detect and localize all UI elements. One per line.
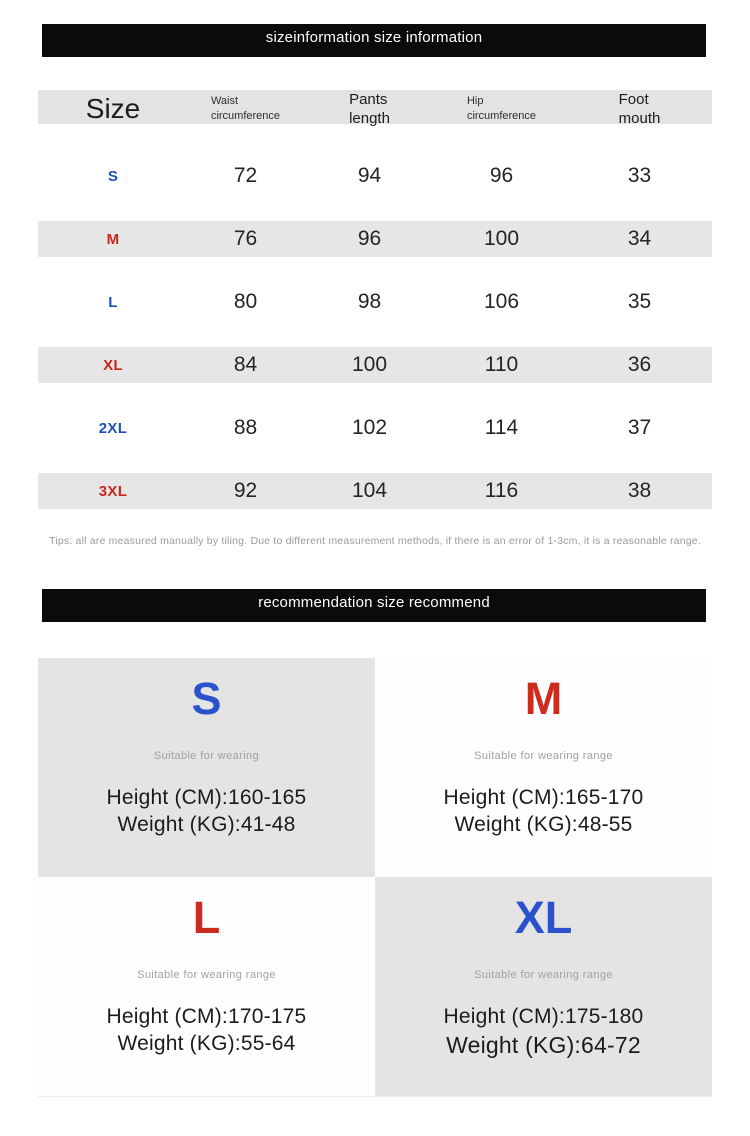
recommend-cell-s	[38, 658, 375, 877]
recommend-title-bar	[42, 589, 706, 622]
row-value-waist: 80	[233, 290, 258, 313]
row-value-hip: 106	[483, 290, 520, 313]
cell-height-range: Height (CM):170-175	[106, 1005, 307, 1028]
row-size-label: S	[107, 167, 119, 185]
recommend-grid	[38, 658, 712, 1097]
cell-height-range: Height (CM):160-165	[106, 786, 307, 809]
header-col-hip: Hip circumference	[466, 95, 537, 122]
recommend-title: recommendation size recommend	[258, 594, 490, 611]
recommend-cell-l	[38, 877, 375, 1096]
header-col-size: Size	[85, 93, 141, 124]
row-value-foot: 36	[627, 353, 652, 376]
row-value-hip: 110	[484, 353, 519, 376]
header-col-foot-mouth: Foot mouth	[618, 91, 661, 127]
recommend-cell-xl	[375, 877, 712, 1096]
cell-weight-range: Weight (KG):41-48	[117, 813, 296, 836]
row-value-pants: 96	[357, 227, 382, 250]
row-value-pants: 102	[351, 416, 388, 439]
recommend-cell-m	[375, 658, 712, 877]
size-table	[38, 90, 712, 509]
row-value-waist: 84	[233, 353, 258, 376]
cell-size-letter: M	[524, 673, 563, 724]
row-value-foot: 35	[627, 290, 652, 313]
row-value-foot: 34	[627, 227, 652, 250]
row-value-waist: 92	[233, 479, 258, 502]
table-row-l	[38, 284, 712, 320]
table-row-m	[38, 221, 712, 257]
table-row-2xl	[38, 410, 712, 446]
row-size-label: M	[106, 230, 120, 248]
size-info-title-bar	[42, 24, 706, 57]
cell-weight-range: Weight (KG):48-55	[454, 813, 633, 836]
row-size-label: XL	[103, 356, 123, 374]
cell-height-range: Height (CM):175-180	[443, 1005, 644, 1028]
cell-note: Suitable for wearing	[153, 750, 260, 762]
row-value-foot: 37	[627, 416, 652, 439]
row-value-hip: 96	[489, 164, 514, 187]
row-value-pants: 100	[351, 353, 388, 376]
row-value-pants: 98	[357, 290, 382, 313]
tips-text: Tips: all are measured manually by tiling. Due to different measurement methods, if there is an error of 1-3cm, it is a reasonable range.	[49, 535, 701, 547]
cell-weight-range: Weight (KG):55-64	[117, 1032, 296, 1055]
row-size-label: 2XL	[98, 419, 128, 437]
size-info-title: sizeinformation size information	[265, 29, 483, 46]
size-table-header	[38, 90, 712, 127]
cell-note: Suitable for wearing range	[474, 750, 613, 762]
cell-height-range: Height (CM):165-170	[443, 786, 644, 809]
cell-size-letter: L	[192, 892, 221, 943]
row-value-waist: 88	[233, 416, 258, 439]
cell-size-letter: S	[191, 673, 222, 724]
row-size-label: L	[108, 293, 118, 311]
header-col-waist: Waist circumference	[210, 95, 281, 122]
row-value-pants: 94	[357, 164, 382, 187]
row-value-foot: 38	[627, 479, 652, 502]
table-row-s	[38, 158, 712, 194]
cell-note: Suitable for wearing range	[474, 969, 613, 981]
row-value-hip: 116	[484, 479, 519, 502]
cell-weight-range: Weight (KG):64-72	[446, 1032, 641, 1058]
row-size-label: 3XL	[98, 482, 128, 500]
table-row-3xl	[38, 473, 712, 509]
row-value-foot: 33	[627, 164, 652, 187]
header-col-pants-length: Pants length	[349, 91, 390, 127]
row-value-hip: 114	[484, 416, 519, 439]
cell-note: Suitable for wearing range	[137, 969, 276, 981]
row-value-waist: 76	[233, 227, 258, 250]
table-row-xl	[38, 347, 712, 383]
row-value-waist: 72	[233, 164, 258, 187]
row-value-pants: 104	[351, 479, 388, 502]
cell-size-letter: XL	[514, 892, 573, 943]
row-value-hip: 100	[483, 227, 520, 250]
